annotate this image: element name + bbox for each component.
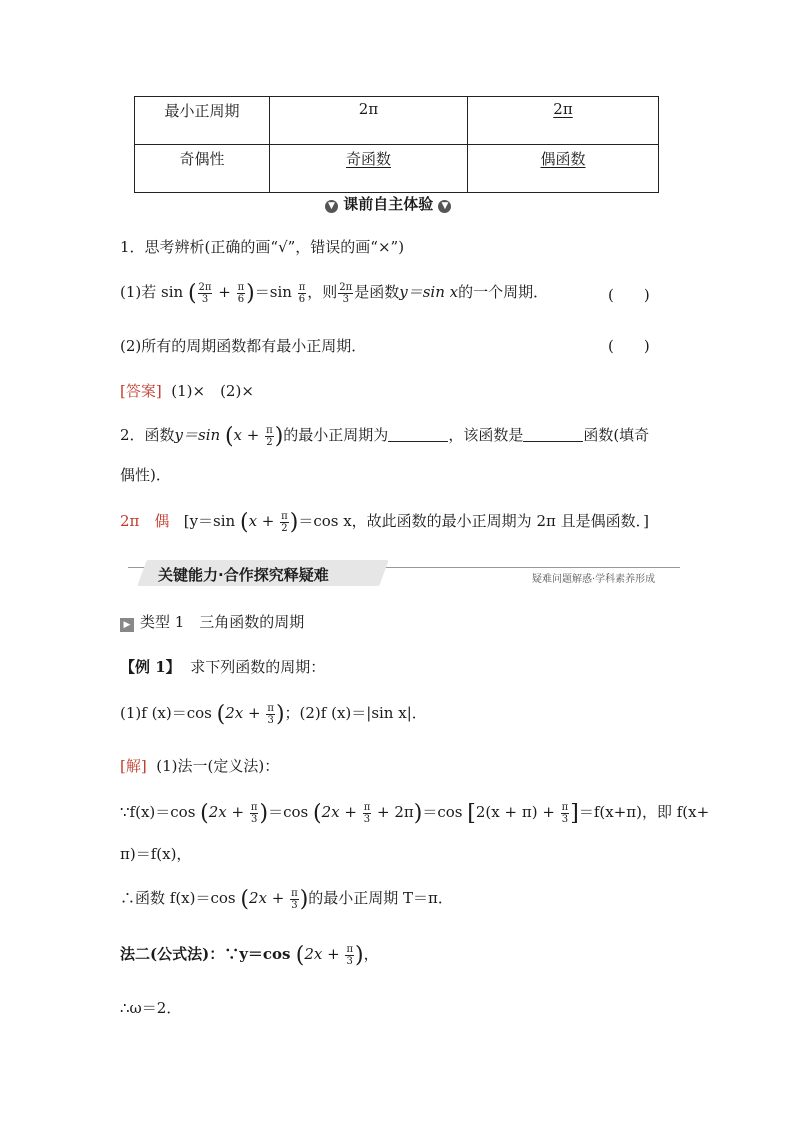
method-1: (1)法一(定义法)： [156,757,280,775]
answer-tag: [答案] [120,382,162,400]
fraction [280,511,289,534]
text: ；(2)f (x)＝|sin x|． [284,704,427,722]
text: + [213,283,236,301]
text: ＝f(x+π)，即 f(x+ [578,803,710,821]
answer-value: 2π 偶 [120,512,170,530]
denominator: 3 [346,955,353,967]
bracket: [ [467,801,476,826]
fraction [266,703,275,726]
example-tag: 【例 1】 [120,658,181,676]
solution-header [120,755,279,776]
paren: ( [239,510,249,535]
numerator: π [298,281,306,293]
text: ＝cos x，故此函数的最小正周期为 2π 且是偶函数．] [298,512,649,530]
table-cell: 最小正周期 [135,97,270,145]
banner-title: 关键能力·合作探究释疑难 [158,566,329,584]
denominator: 3 [201,293,209,305]
table-cell: 奇偶性 [135,145,270,193]
text: ＝cos [422,803,468,821]
text: (1)f (x)＝cos [120,704,217,722]
text: ∴函数 f(x)＝cos [120,889,241,907]
answer-paren: ( ) [608,337,650,355]
table-cell [468,97,659,145]
fraction [290,888,299,911]
numerator: π [267,702,274,714]
paren: ( [216,702,226,727]
chevron-down-icon: ▼ [325,200,338,213]
paren: ) [246,281,255,306]
play-icon: ▶ [120,618,134,632]
numerator: π [363,801,371,813]
type-label-text: 类型 1 三角函数的周期 [140,613,305,631]
numerator: π [346,943,354,955]
numerator: 2π [198,281,212,293]
q1-item1 [120,281,548,306]
denominator: 6 [237,293,245,305]
numerator: π [281,510,288,522]
text: ＝cos [268,803,313,821]
denominator: 3 [363,813,371,825]
paren: ) [355,943,364,968]
text: (1)若 sin [120,283,188,301]
fraction [265,425,274,448]
text: 2．函数 [120,426,175,444]
text: + 2π [372,803,414,821]
text: ， [363,945,379,963]
math-text: y＝sin [174,426,225,444]
paren: ) [275,702,285,727]
q2-answer [120,510,649,535]
solution-line-1 [120,801,709,826]
table-cell [468,145,659,193]
text: + [267,889,290,907]
text: 函数(填奇 [583,426,650,444]
fraction [250,802,259,825]
numerator: π [237,281,245,293]
text: + [339,803,362,821]
solution-line-2: π)＝f(x)， [120,845,192,863]
table-row [135,145,659,193]
denominator: 3 [250,813,258,825]
fill-blank[interactable] [523,427,583,442]
q1-item2: (2)所有的周期函数都有最小正周期． [120,337,367,355]
section-title: 课前自主体验 [343,195,434,213]
math-text: 2x [248,889,267,907]
text: 的最小正周期为 [283,426,389,444]
type-label [120,611,304,632]
text: ＝sin [254,283,297,301]
numerator: π [266,424,273,436]
q1-heading: 1．思考辨析(正确的画“√”，错误的画“×”) [120,238,405,256]
paren: ) [274,424,284,449]
table-cell-text: 2π [553,100,573,118]
text: ∵f(x)＝cos [120,803,201,821]
table-cell-text: 奇函数 [345,150,391,168]
paren: ( [187,281,197,306]
denominator: 2 [281,522,288,534]
bracket: ] [570,801,579,826]
fraction [237,282,246,305]
example-formulas [120,702,427,727]
math-text: 2(x + π) + [475,803,560,821]
table-cell-text: 偶函数 [540,150,586,168]
text: + [322,945,345,963]
denominator: 3 [342,293,349,305]
paren: ) [413,801,423,826]
numerator: π [291,887,298,899]
fraction [561,802,570,825]
numerator: 2π [339,281,353,293]
text: 是函数 [354,283,400,301]
math-text: x + [233,426,265,444]
math-text: 2x [225,704,244,722]
denominator: 3 [561,813,569,825]
text: + [226,803,249,821]
fraction [198,282,213,305]
paren: ) [299,887,309,912]
fraction [345,944,354,967]
solution-tag: [解] [120,757,147,775]
q2-line2: 偶性)． [120,466,171,484]
solution-line-3 [120,887,453,912]
banner-subtitle: 疑难问题解惑·学科素养形成 [532,574,656,585]
numerator: π [561,801,569,813]
text: 的最小正周期 T＝π． [308,889,453,907]
section-header [325,193,451,214]
text: ，该函数是 [448,426,524,444]
text: 法二(公式法)：∵y＝cos [120,945,296,963]
properties-table [134,96,659,193]
text: 的一个周期． [458,283,549,301]
text: ，则 [307,283,338,301]
solution-line-4: ∴ω＝2． [120,999,182,1017]
solution-method-2 [120,943,379,968]
denominator: 3 [267,714,274,726]
denominator: 6 [298,293,306,305]
answer-text: (1)× (2)× [171,382,254,400]
denominator: 2 [266,436,273,448]
paren: ) [259,801,269,826]
math-text: x + [248,512,280,530]
math-text: 2x [321,803,340,821]
paren: ( [295,943,305,968]
fraction [363,802,372,825]
numerator: π [250,801,258,813]
paren: ( [240,887,249,912]
q1-answer [120,380,254,401]
denominator: 3 [291,899,298,911]
chevron-down-icon: ▼ [438,200,451,213]
math-text: y＝sin x [399,283,459,301]
table-row [135,97,659,145]
table-cell [270,145,468,193]
fraction [338,282,353,305]
paren: ( [312,801,322,826]
fraction [298,282,307,305]
text: + [243,704,266,722]
example-1 [120,656,325,677]
q2-line1 [120,424,649,449]
fill-blank[interactable] [388,427,448,442]
math-text: 2x [208,803,227,821]
paren: ) [289,510,299,535]
paren: ( [224,424,234,449]
paren: ( [200,801,209,826]
answer-paren: ( ) [608,286,650,304]
table-cell: 2π [270,97,468,145]
text: [y＝sin [183,512,240,530]
math-text: 2x [304,945,323,963]
example-text: 求下列函数的周期： [190,658,326,676]
